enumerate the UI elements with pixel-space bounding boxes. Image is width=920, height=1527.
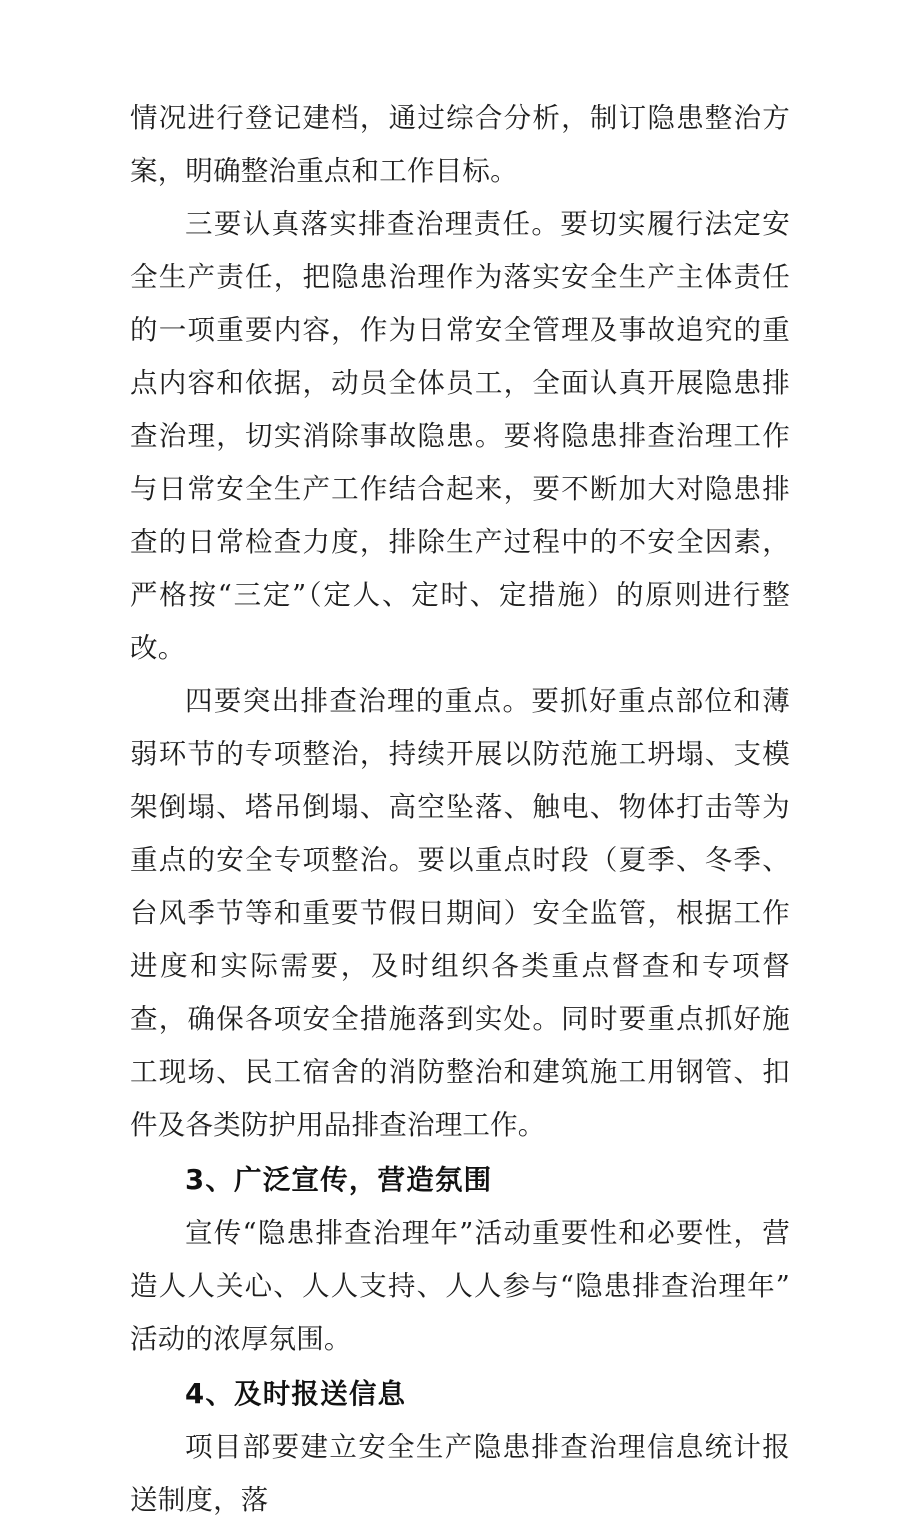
paragraph-publicity-body: 宣传“隐患排查治理年”活动重要性和必要性，营造人人关心、人人支持、人人参与“隐患排查治理年”活动的浓厚氛围。 (130, 1217, 790, 1355)
heading-4-information-reporting: 4、及时报送信息 (185, 1378, 407, 1410)
paragraph-information-reporting-body: 项目部要建立安全生产隐患排查治理信息统计报送制度，落 (130, 1431, 790, 1516)
paragraph-item-four: 四要突出排查治理的重点。要抓好重点部位和薄弱环节的专项整治，持续开展以防范施工坍塌、支模架倒塌、塔吊倒塌、高空坠落、触电、物体打击等为重点的安全专项整治。要以重点时段（夏季、冬季、台风季节等和重要节假日期间）安全监管，根据工作进度和实际需要，及时组织各类重点督查和专项督查，确保各项安全措施落到实处。同时要重点抓好施工现场、民工宿舍的消防整治和建筑施工用钢管、扣件及各类防护用品排查治理工作。 (130, 685, 790, 1141)
document-text-body (130, 92, 790, 1527)
heading-3-publicity: 3、广泛宣传，营造氛围 (185, 1164, 493, 1196)
paragraph-item-three: 三要认真落实排查治理责任。要切实履行法定安全生产责任，把隐患治理作为落实安全生产主体责任的一项重要内容，作为日常安全管理及事故追究的重点内容和依据，动员全体员工，全面认真开展隐患排查治理，切实消除事故隐患。要将隐患排查治理工作与日常安全生产工作结合起来，要不断加大对隐患排查的日常检查力度，排除生产过程中的不安全因素，严格按“三定”（定人、定时、定措施）的原则进行整改。 (130, 208, 790, 664)
paragraph-continuation: 情况进行登记建档，通过综合分析，制订隐患整治方案，明确整治重点和工作目标。 (130, 102, 790, 187)
